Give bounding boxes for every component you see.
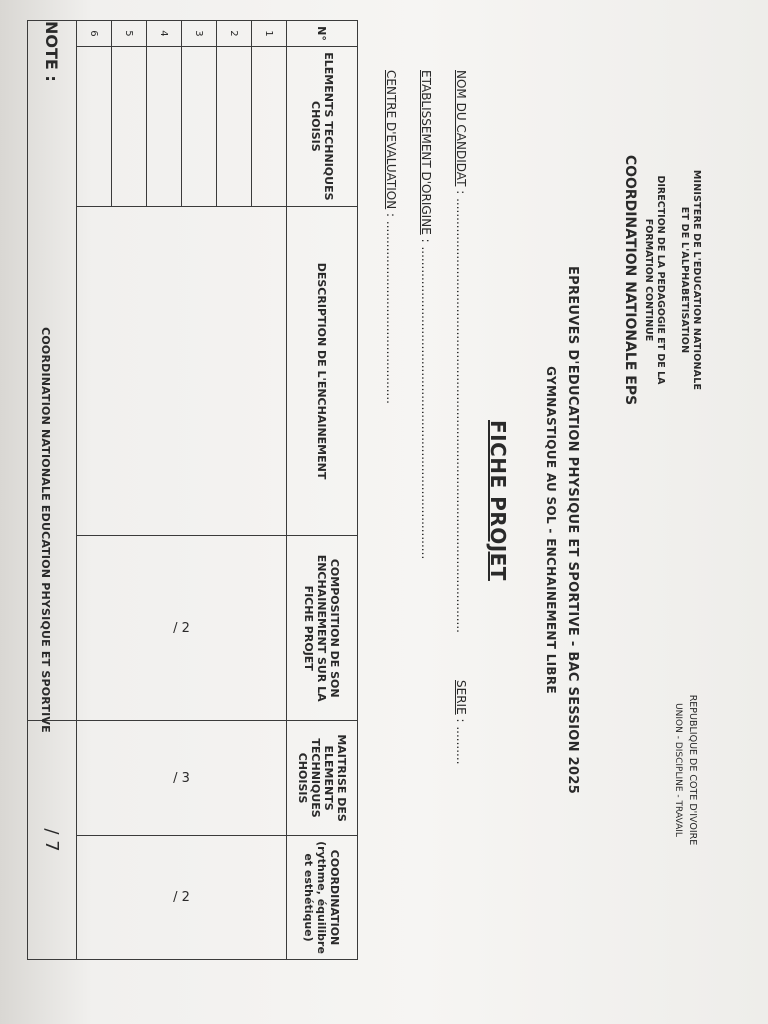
school-field[interactable] [419, 70, 433, 559]
direction-line: DIRECTION DE LA PEDAGOGIE ET DE LA FORMATION CONTINUE [643, 175, 666, 385]
republic-motto: UNION - DISCIPLINE - TRAVAIL [673, 703, 683, 837]
ministry-line1: MINISTERE DE L'EDUCATION NATIONALE [691, 169, 702, 391]
exam-subtitle: GYMNASTIQUE AU SOL - ENCHAINEMENT LIBRE [544, 366, 558, 694]
exam-title: EPREUVES D'EDUCATION PHYSIQUE ET SPORTIVE - BAC SESSION 2025 [565, 265, 580, 795]
description-cell[interactable] [77, 206, 287, 536]
element-cell[interactable] [147, 46, 182, 206]
header-composition: COMPOSITION DE SON ENCHAINEMENT SUR LA FICHE PROJET [287, 536, 358, 721]
element-cell[interactable] [182, 46, 217, 206]
maitrise-score-cell[interactable] [77, 721, 287, 836]
row-number: 1 [252, 21, 287, 47]
header-coordination: COORDINATION (rythme, équilibre et esthétique) [287, 836, 358, 960]
ministry-line2: ET DE L'ALPHABETISATION [679, 206, 690, 354]
footer-text: COORDINATION NATIONALE EDUCATION PHYSIQUE ET SPORTIVE [39, 327, 52, 733]
row-number: 4 [147, 21, 182, 47]
header-description: DESCRIPTION DE L'ENCHAINEMENT [287, 206, 358, 536]
republic-header [672, 660, 698, 880]
header-maitrise: MAITRISE DES ELEMENTS TECHNIQUES CHOISIS [287, 721, 358, 836]
row-number: 6 [77, 21, 112, 47]
evaluation-table [27, 20, 358, 960]
form-title: FICHE PROJET [486, 420, 510, 581]
element-cell[interactable] [112, 46, 147, 206]
coordination-score-cell[interactable] [77, 836, 287, 960]
element-cell[interactable] [217, 46, 252, 206]
header-num: N° [287, 21, 358, 47]
exam-center-blank: : ................................................ [384, 213, 398, 404]
table-header-row [287, 21, 358, 960]
coordination-line: COORDINATION NATIONALE EPS [622, 154, 638, 406]
exam-center-field[interactable] [384, 70, 398, 404]
candidate-name-label: NOM DU CANDIDAT [454, 70, 468, 187]
candidate-name-blank: : .................................................................................................................. [454, 190, 468, 633]
note-label: NOTE : [28, 21, 77, 721]
row-number: 2 [217, 21, 252, 47]
element-cell[interactable] [252, 46, 287, 206]
composition-score-cell[interactable] [77, 536, 287, 721]
header-elements: ELEMENTS TECHNIQUES CHOISIS [287, 46, 358, 206]
school-label: ETABLISSEMENT D'ORIGINE [419, 70, 433, 235]
serie-field[interactable] [454, 680, 468, 765]
coordination-score: / 2 [173, 890, 190, 906]
candidate-name-field[interactable] [454, 70, 468, 633]
note-row [28, 21, 77, 960]
republic-name: REPUBLIQUE DE COTE D'IVOIRE [687, 694, 698, 846]
exam-center-label: CENTRE D'EVALUATION [384, 70, 398, 210]
school-blank: : .................................................................................. [419, 238, 433, 560]
table-row [252, 21, 287, 960]
serie-label: SERIE [454, 680, 468, 715]
composition-score: / 2 [173, 620, 190, 636]
element-cell[interactable] [77, 46, 112, 206]
ministry-header [622, 150, 702, 410]
note-total[interactable]: / 7 [28, 721, 77, 960]
serie-blank: : .......... [454, 718, 468, 765]
row-number: 3 [182, 21, 217, 47]
row-number: 5 [112, 21, 147, 47]
maitrise-score: / 3 [173, 770, 190, 786]
